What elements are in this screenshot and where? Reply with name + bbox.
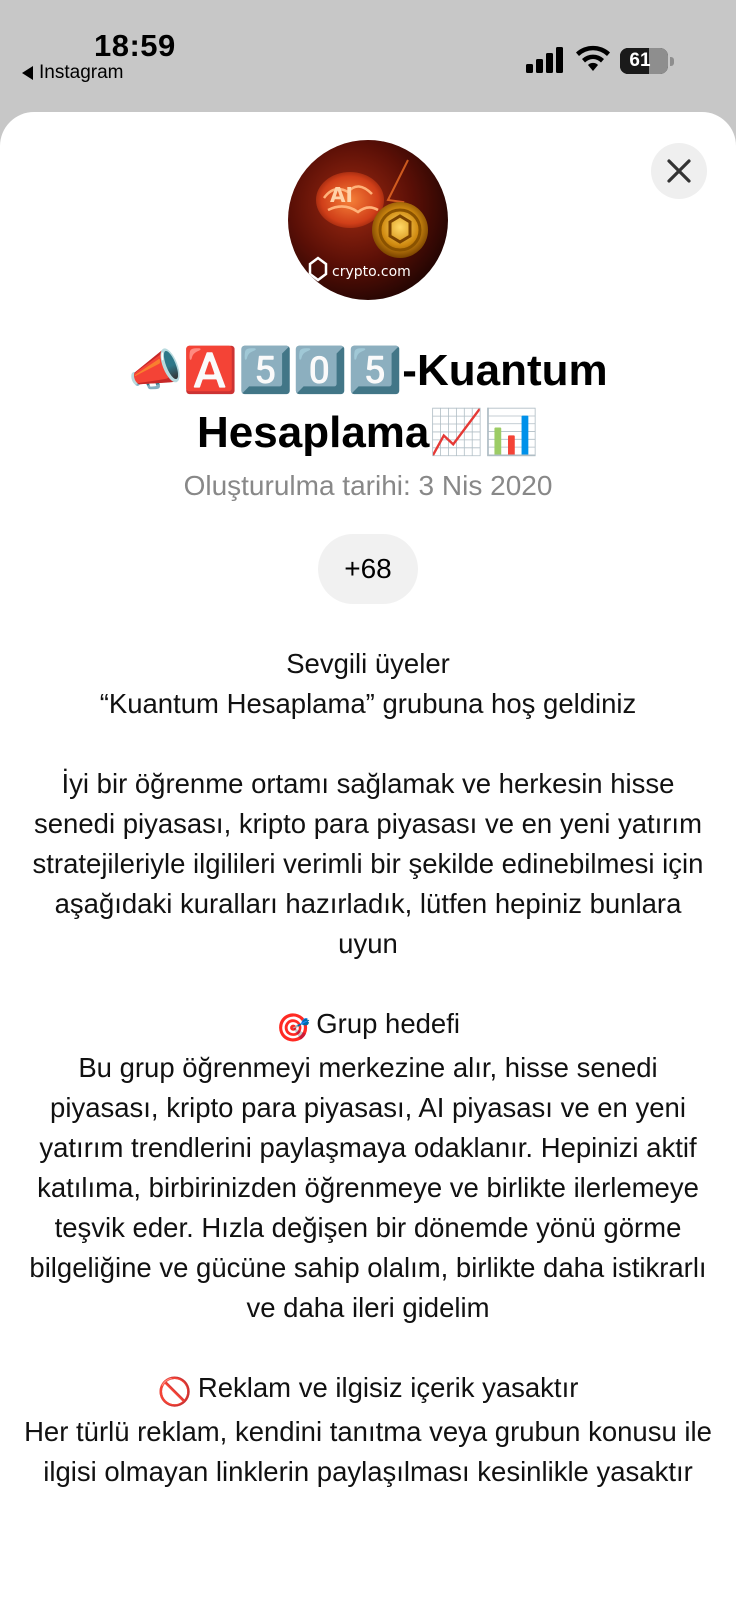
description-purpose: İyi bir öğrenme ortamı sağlamak ve herkesin hisse senedi piyasası, kripto para piyasası ve en yeni yatırım stratejileriyle ilgilileri verimli bir şekilde edinebilmesi için aşağıdaki kuralları hazırladık, lütfen hepiniz bunlara uyun [32, 768, 704, 959]
back-to-instagram-button[interactable] [22, 62, 123, 84]
avatar-ai-text: AI [330, 183, 353, 207]
group-title [30, 340, 706, 464]
ads-body: Her türlü reklam, kendini tanıtma veya grubun konusu ile ilgisi olmayan linklerin paylaşılması kesinlikle yasaktır [24, 1416, 712, 1487]
group-title-line1: 📣🅰️5️⃣0️⃣5️⃣-Kuantum [128, 346, 608, 395]
battery-icon [620, 48, 676, 74]
member-count: +68 [344, 553, 392, 584]
signal-icon [526, 47, 564, 73]
status-time: 18:59 [94, 28, 176, 63]
description-ads [24, 1368, 712, 1492]
battery-level: 61 [629, 50, 651, 71]
group-description [24, 644, 712, 1492]
close-button[interactable] [651, 143, 707, 199]
goal-heading: Grup hedefi [316, 1008, 460, 1039]
group-avatar-image [288, 140, 448, 300]
ads-heading: Reklam ve ilgisiz içerik yasaktır [197, 1372, 579, 1403]
close-icon [666, 158, 692, 184]
group-avatar[interactable] [288, 140, 448, 300]
back-triangle-icon [22, 66, 33, 80]
description-goal [24, 1004, 712, 1328]
created-date: Oluşturulma tarihi: 3 Nis 2020 [183, 470, 553, 501]
goal-body: Bu grup öğrenmeyi merkezine alır, hisse senedi piyasası, kripto para piyasası, AI piyasası ve en yeni yatırım trendlerini paylaşmaya odaklanır. Hepinizi aktif katılıma, birbirinizden öğrenmeye ve birlikte ilerlemeye teşvik eder. Hızla değişen bir dönemde yönü görme bilgeliğine ve gücüne sahip olalım, birlikte daha istikrarlı ve daha ileri gidelim [29, 1052, 707, 1323]
wifi-icon [576, 44, 610, 72]
group-title-line2: Hesaplama📈📊 [197, 408, 539, 457]
description-intro: Sevgili üyeler “Kuantum Hesaplama” grubuna hoş geldiniz [99, 648, 637, 719]
target-icon: 🎯 [276, 1012, 311, 1043]
status-bar [0, 0, 736, 110]
back-app-label: Instagram [39, 62, 124, 83]
member-count-button[interactable] [318, 534, 418, 604]
avatar-brand-text: crypto.com [332, 264, 411, 280]
prohibited-icon: 🚫 [157, 1376, 192, 1407]
